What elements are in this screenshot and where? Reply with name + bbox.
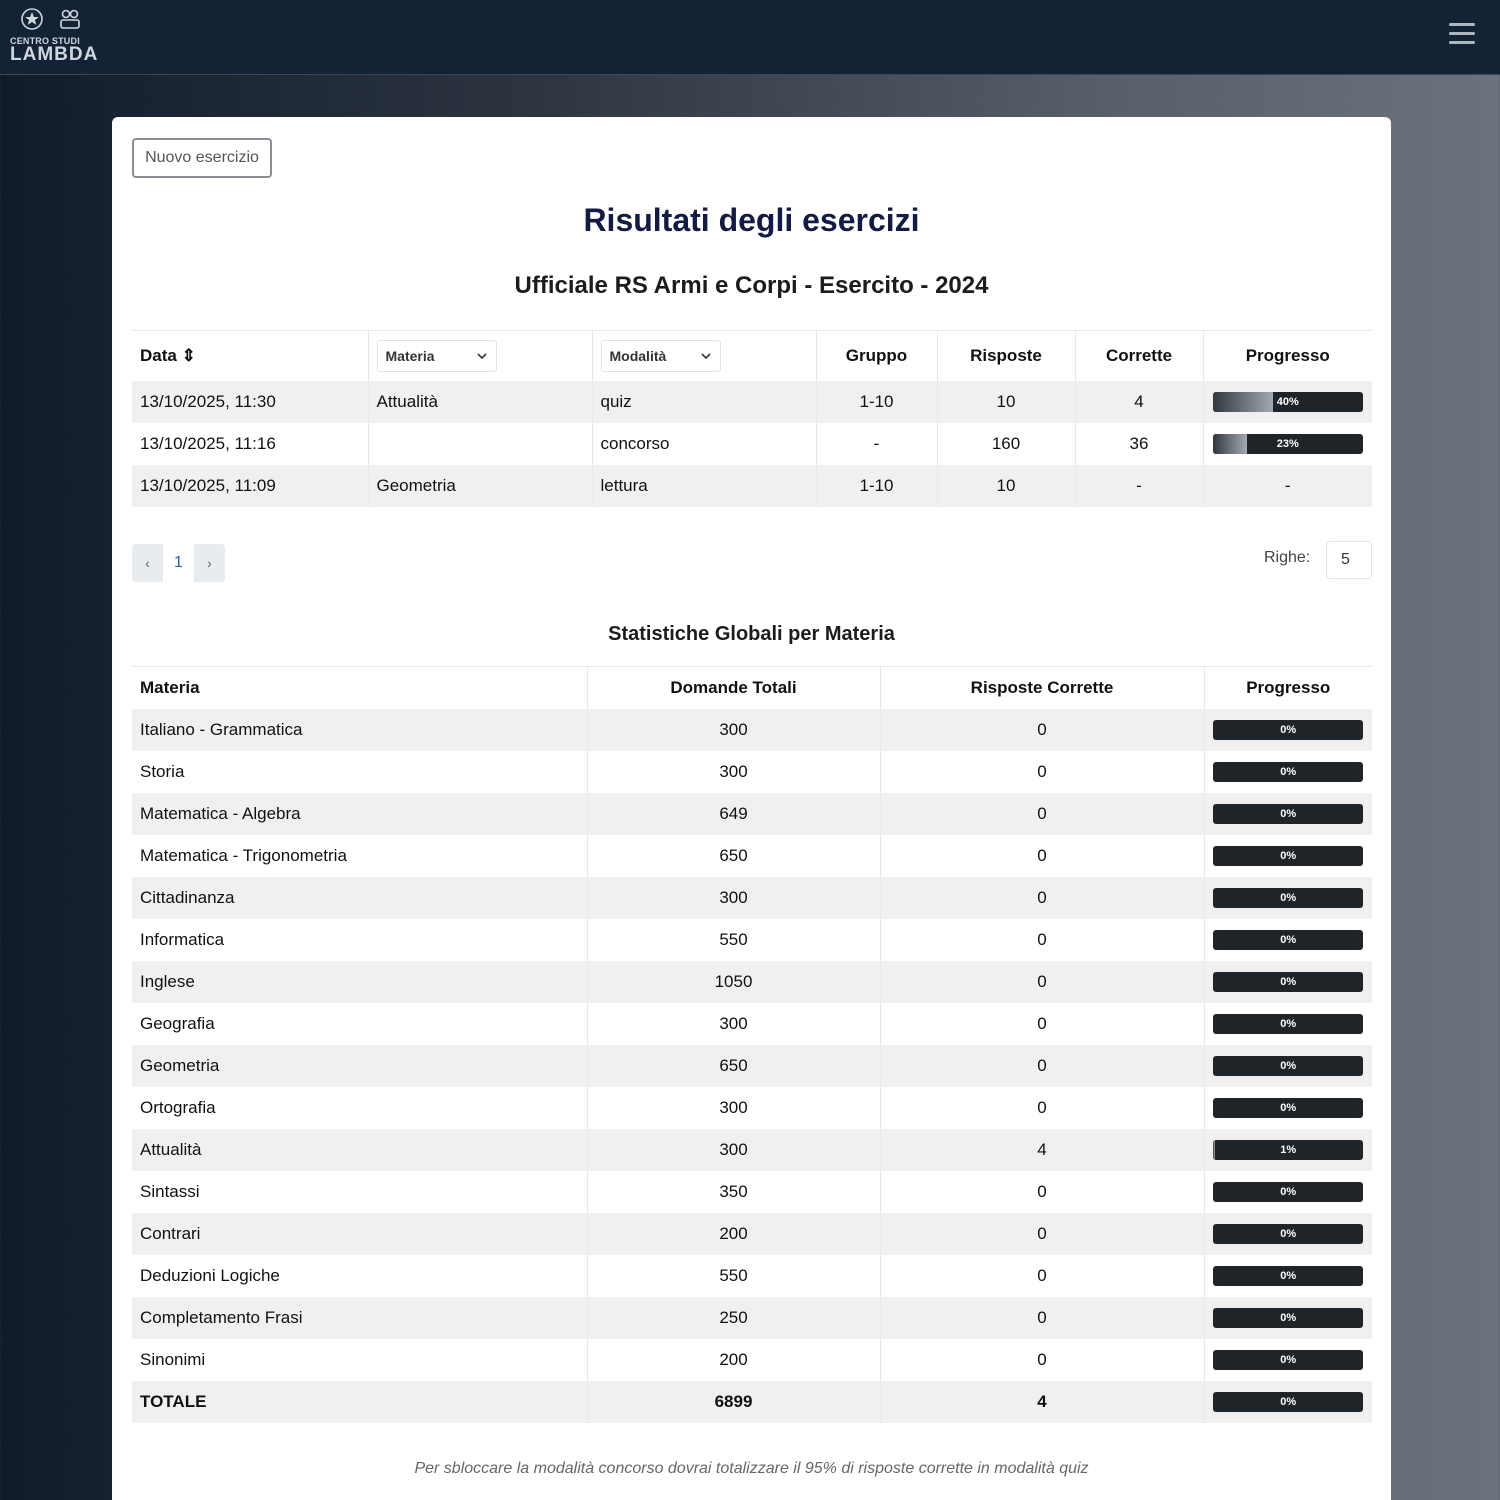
progress-cell: [1204, 835, 1372, 877]
progress-cell: [1204, 709, 1372, 751]
logo-text-main: LAMBDA: [10, 44, 99, 65]
correct-cell: 36: [1075, 423, 1203, 465]
progress-cell: [1204, 1213, 1372, 1255]
table-row: [132, 1087, 1372, 1129]
subject-cell: Sinonimi: [132, 1339, 587, 1381]
total-questions-cell: 6899: [587, 1381, 880, 1423]
total-questions-cell: 300: [587, 1003, 880, 1045]
correct-answers-cell: 0: [880, 751, 1204, 793]
date-cell: 13/10/2025, 11:16: [132, 423, 368, 465]
subject-cell: Italiano - Grammatica: [132, 709, 587, 751]
progress-bar: [1213, 888, 1363, 908]
subject-column-header: Materia: [132, 667, 587, 709]
results-table: [132, 330, 1372, 507]
progress-cell: [1204, 1003, 1372, 1045]
progress-bar: [1213, 1140, 1363, 1160]
progress-label: 0%: [1280, 1017, 1297, 1030]
mode-cell: quiz: [592, 381, 816, 423]
progress-cell: [1204, 1381, 1372, 1423]
progress-label: 0%: [1280, 1353, 1297, 1366]
new-exercise-button[interactable]: Nuovo esercizio: [132, 138, 272, 178]
progress-label: 40%: [1276, 395, 1299, 408]
total-questions-cell: 650: [587, 1045, 880, 1087]
progress-cell: [1204, 961, 1372, 1003]
hamburger-menu-icon[interactable]: [1449, 23, 1475, 45]
date-column-header[interactable]: Data ⇕: [132, 331, 368, 381]
table-row: [132, 1255, 1372, 1297]
progress-cell: [1204, 793, 1372, 835]
mode-filter-label: Modalità: [609, 347, 667, 364]
progress-bar: [1213, 804, 1363, 824]
star-badge-icon: [20, 7, 44, 31]
progress-label: 0%: [1280, 933, 1297, 946]
subject-filter-label: Materia: [385, 347, 435, 364]
table-row: [132, 1297, 1372, 1339]
table-row: [132, 423, 1372, 465]
correct-cell: -: [1075, 465, 1203, 507]
progress-bar: [1213, 1182, 1363, 1202]
subject-cell: Inglese: [132, 961, 587, 1003]
total-questions-cell: 300: [587, 709, 880, 751]
subject-cell: Cittadinanza: [132, 877, 587, 919]
total-row: [132, 1381, 1372, 1423]
correct-answers-cell: 0: [880, 1171, 1204, 1213]
table-row: [132, 1213, 1372, 1255]
subject-cell: Sintassi: [132, 1171, 587, 1213]
progress-bar: [1213, 1098, 1363, 1118]
results-card: [112, 117, 1391, 1500]
correct-answers-column-header: Risposte Corrette: [880, 667, 1204, 709]
table-row: [132, 751, 1372, 793]
subject-cell: Matematica - Algebra: [132, 793, 587, 835]
answers-cell: 10: [937, 381, 1075, 423]
page-title: Risultati degli esercizi: [583, 202, 920, 238]
answers-cell: 160: [937, 423, 1075, 465]
table-row: [132, 961, 1372, 1003]
footer-note: Per sbloccare la modalità concorso dovrai totalizzare il 95% di risposte corrette in modalità quiz: [414, 1460, 1089, 1477]
progress-bar: [1213, 434, 1363, 454]
mode-filter-dropdown[interactable]: [601, 340, 721, 372]
progress-bar: [1213, 846, 1363, 866]
progress-cell: [1203, 381, 1372, 423]
table-row: [132, 1045, 1372, 1087]
table-row: [132, 919, 1372, 961]
progress-label: 0%: [1280, 891, 1297, 904]
progress-label: 0%: [1280, 1101, 1297, 1114]
progress-cell: [1204, 1087, 1372, 1129]
total-questions-cell: 649: [587, 793, 880, 835]
subject-cell: Attualità: [132, 1129, 587, 1171]
subject-cell: Ortografia: [132, 1087, 587, 1129]
progress-bar: [1213, 1392, 1363, 1412]
brand-logo[interactable]: [10, 6, 99, 66]
rows-per-page-label: Righe:: [1264, 549, 1311, 566]
group-cell: 1-10: [816, 465, 937, 507]
date-cell: 13/10/2025, 11:30: [132, 381, 368, 423]
progress-cell: -: [1203, 465, 1372, 507]
correct-answers-cell: 0: [880, 1003, 1204, 1045]
correct-answers-cell: 0: [880, 793, 1204, 835]
group-cell: -: [816, 423, 937, 465]
correct-answers-cell: 0: [880, 919, 1204, 961]
chevron-down-icon: [476, 350, 488, 362]
total-questions-cell: 300: [587, 1087, 880, 1129]
total-questions-cell: 200: [587, 1213, 880, 1255]
correct-answers-cell: 0: [880, 877, 1204, 919]
progress-label: 0%: [1280, 1395, 1297, 1408]
progress-label: 0%: [1280, 1311, 1297, 1324]
stats-progress-column-header: Progresso: [1204, 667, 1372, 709]
correct-answers-cell: 4: [880, 1129, 1204, 1171]
correct-answers-cell: 0: [880, 1045, 1204, 1087]
total-questions-cell: 650: [587, 835, 880, 877]
subject-cell: Matematica - Trigonometria: [132, 835, 587, 877]
progress-bar: [1213, 1266, 1363, 1286]
progress-cell: [1204, 1339, 1372, 1381]
mode-cell: concorso: [592, 423, 816, 465]
people-icon: [58, 7, 82, 31]
table-row: [132, 381, 1372, 423]
table-row: [132, 1339, 1372, 1381]
progress-bar: [1213, 392, 1363, 412]
progress-label: 0%: [1280, 723, 1297, 736]
table-row: [132, 1003, 1372, 1045]
next-page-button[interactable]: ›: [207, 555, 212, 571]
group-column-header: Gruppo: [816, 331, 937, 381]
subject-cell: Contrari: [132, 1213, 587, 1255]
progress-label: 0%: [1280, 1185, 1297, 1198]
progress-label: 0%: [1280, 975, 1297, 988]
progress-bar: [1213, 1014, 1363, 1034]
correct-answers-cell: 0: [880, 835, 1204, 877]
table-row: [132, 465, 1372, 507]
date-cell: 13/10/2025, 11:09: [132, 465, 368, 507]
progress-cell: [1204, 1255, 1372, 1297]
progress-cell: [1203, 423, 1372, 465]
total-questions-cell: 300: [587, 877, 880, 919]
subject-cell: Geometria: [368, 465, 592, 507]
progress-cell: [1204, 919, 1372, 961]
progress-label: 0%: [1280, 765, 1297, 778]
progress-label: 0%: [1280, 807, 1297, 820]
chevron-down-icon: [700, 350, 712, 362]
prev-page-button[interactable]: ‹: [145, 555, 150, 571]
table-row: [132, 793, 1372, 835]
progress-cell: [1204, 877, 1372, 919]
progress-bar: [1213, 762, 1363, 782]
subject-filter-dropdown[interactable]: [377, 340, 497, 372]
table-row: [132, 877, 1372, 919]
total-questions-cell: 300: [587, 751, 880, 793]
correct-cell: 4: [1075, 381, 1203, 423]
correct-answers-cell: 0: [880, 1255, 1204, 1297]
correct-answers-cell: 0: [880, 1087, 1204, 1129]
total-questions-cell: 1050: [587, 961, 880, 1003]
stats-table: [132, 666, 1372, 1423]
progress-bar: [1213, 720, 1363, 740]
total-label: TOTALE: [132, 1381, 587, 1423]
subject-cell: Deduzioni Logiche: [132, 1255, 587, 1297]
progress-label: 0%: [1280, 1059, 1297, 1072]
page-subtitle: Ufficiale RS Armi e Corpi - Esercito - 2024: [514, 272, 989, 299]
progress-bar: [1213, 1056, 1363, 1076]
progress-label: 0%: [1280, 1227, 1297, 1240]
progress-bar: [1213, 1224, 1363, 1244]
progress-cell: [1204, 1129, 1372, 1171]
correct-answers-cell: 0: [880, 961, 1204, 1003]
progress-bar: [1213, 930, 1363, 950]
page-1-button[interactable]: 1: [163, 544, 194, 582]
table-row: [132, 709, 1372, 751]
rows-per-page-select[interactable]: 5: [1326, 541, 1372, 579]
pagination: [132, 544, 225, 582]
mode-cell: lettura: [592, 465, 816, 507]
total-questions-cell: 250: [587, 1297, 880, 1339]
table-row: [132, 1171, 1372, 1213]
progress-label: 0%: [1280, 1269, 1297, 1282]
progress-label: 1%: [1280, 1143, 1297, 1156]
logo-text-top: CENTRO STUDI: [10, 36, 80, 46]
total-questions-cell: 200: [587, 1339, 880, 1381]
progress-label: 0%: [1280, 849, 1297, 862]
subject-cell: Storia: [132, 751, 587, 793]
table-row: [132, 835, 1372, 877]
correct-answers-cell: 0: [880, 1339, 1204, 1381]
subject-cell: Completamento Frasi: [132, 1297, 587, 1339]
progress-bar: [1213, 1308, 1363, 1328]
top-navbar: [0, 0, 1500, 75]
total-questions-cell: 300: [587, 1129, 880, 1171]
progress-cell: [1204, 1297, 1372, 1339]
progress-cell: [1204, 1171, 1372, 1213]
total-questions-cell: 350: [587, 1171, 880, 1213]
stats-title: Statistiche Globali per Materia: [608, 623, 895, 645]
subject-cell: Geometria: [132, 1045, 587, 1087]
correct-answers-cell: 0: [880, 1213, 1204, 1255]
progress-cell: [1204, 1045, 1372, 1087]
subject-cell: Geografia: [132, 1003, 587, 1045]
total-questions-cell: 550: [587, 919, 880, 961]
answers-column-header: Risposte: [937, 331, 1075, 381]
total-questions-cell: 550: [587, 1255, 880, 1297]
progress-bar: [1213, 1350, 1363, 1370]
correct-answers-cell: 0: [880, 709, 1204, 751]
answers-cell: 10: [937, 465, 1075, 507]
correct-answers-cell: 0: [880, 1297, 1204, 1339]
progress-bar: [1213, 972, 1363, 992]
subject-cell: Informatica: [132, 919, 587, 961]
subject-cell: Attualità: [368, 381, 592, 423]
group-cell: 1-10: [816, 381, 937, 423]
progress-label: 23%: [1276, 437, 1299, 450]
table-row: [132, 1129, 1372, 1171]
subject-cell: [368, 423, 592, 465]
total-questions-column-header: Domande Totali: [587, 667, 880, 709]
total-correct-cell: 4: [880, 1381, 1204, 1423]
progress-column-header: Progresso: [1203, 331, 1372, 381]
progress-cell: [1204, 751, 1372, 793]
correct-column-header: Corrette: [1075, 331, 1203, 381]
